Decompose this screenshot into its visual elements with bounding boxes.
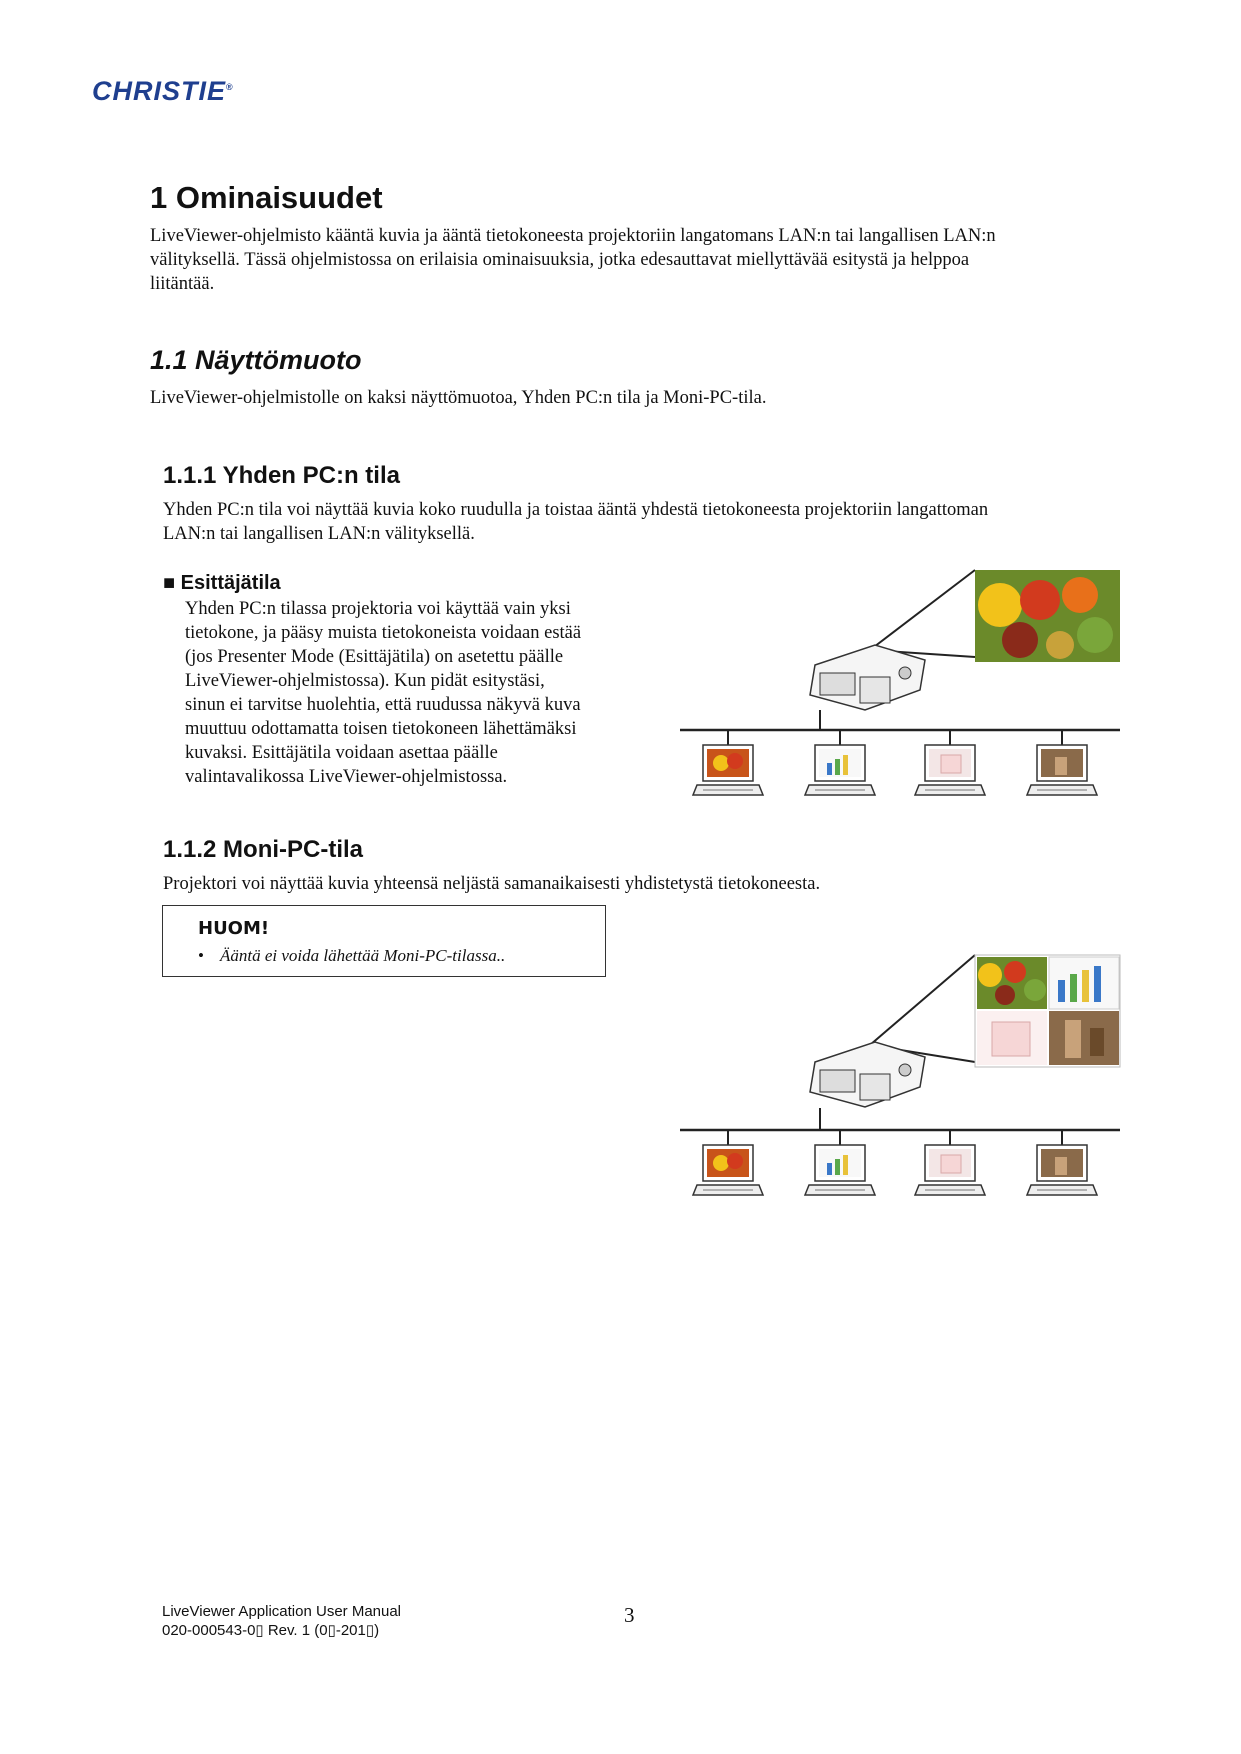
footer-info <box>162 1602 401 1640</box>
section-1-1-heading: 1.1 Näyttömuoto <box>150 345 362 375</box>
quad-screen <box>975 955 1120 1067</box>
beam-line <box>870 955 975 1045</box>
section-1-1-1-line-1: Yhden PC:n tila voi näyttää kuvia koko ruudulla ja toistaa ääntä yhdestä tietokoneesta projektoriin langattoman <box>163 500 989 520</box>
note-title: HUOM! <box>198 918 270 939</box>
presenter-line-7: kuvaksi. Esittäjätila voidaan asettaa päälle <box>185 743 498 763</box>
presenter-line-8: valintavalikossa LiveViewer-ohjelmistossa. <box>185 767 508 787</box>
section-1-line-3: liitäntää. <box>150 274 215 294</box>
presenter-line-4: LiveViewer-ohjelmistossa). Kun pidät esitystäsi, <box>185 671 545 691</box>
laptop-icon <box>805 745 875 795</box>
section-1-1-1-body <box>163 498 1163 546</box>
page-number: 3 <box>624 1603 635 1627</box>
footer-manual-title: LiveViewer Application User Manual <box>162 1603 402 1620</box>
presenter-line-3: (jos Presenter Mode (Esittäjätila) on asetettu päälle <box>185 647 564 667</box>
note-item <box>198 946 505 966</box>
laptop-icon <box>915 745 985 795</box>
note-bullet: • <box>198 946 204 965</box>
house-image <box>977 1011 1047 1065</box>
fruit-image <box>977 957 1047 1009</box>
presenter-mode-heading: ■ Esittäjätila <box>163 572 281 594</box>
presenter-line-1: Yhden PC:n tilassa projektoria voi käyttää vain yksi <box>185 599 571 619</box>
rock-image <box>1049 1011 1119 1065</box>
section-1-body <box>150 224 1150 296</box>
projector-icon <box>810 1042 925 1107</box>
projector-icon <box>810 645 925 710</box>
laptop-icon <box>693 745 763 795</box>
laptop-icon <box>805 1145 875 1195</box>
beam-line <box>870 570 975 650</box>
single-pc-diagram <box>670 565 1160 815</box>
section-1-1-2-body: Projektori voi näyttää kuvia yhteensä neljästä samanaikaisesti yhdistetystä tietokoneesta. <box>163 874 821 894</box>
section-1-1-1-line-2: LAN:n tai langallisen LAN:n välityksellä. <box>163 524 475 544</box>
section-1-line-1: LiveViewer-ohjelmisto kääntä kuvia ja ääntä tietokoneesta projektoriin langatomans LAN:n tai langallisen LAN:n <box>150 226 996 246</box>
footer-doc-number: 020-000543-0▯ Rev. 1 (0▯-201▯) <box>162 1622 380 1639</box>
presenter-line-5: sinun ei tarvitse huolehtia, että ruudussa näkyvä kuva <box>185 695 581 715</box>
laptop-icon <box>693 1145 763 1195</box>
presenter-mode-body <box>185 597 655 789</box>
section-1-heading: 1 Ominaisuudet <box>150 180 383 215</box>
fruit-image <box>975 570 1120 662</box>
section-1-1-2-heading: 1.1.2 Moni-PC-tila <box>163 836 364 863</box>
christie-logo: CHRISTIE® <box>92 76 234 106</box>
laptop-icon <box>915 1145 985 1195</box>
section-1-line-2: välityksellä. Tässä ohjelmistossa on erilaisia ominaisuuksia, jotka edesauttavat miellyttävää esitystä ja helppoa <box>150 250 970 270</box>
chart-image <box>1049 957 1119 1009</box>
section-1-1-body: LiveViewer-ohjelmistolle on kaksi näyttömuotoa, Yhden PC:n tila ja Moni-PC-tila. <box>150 388 767 408</box>
section-1-1-1-heading: 1.1.1 Yhden PC:n tila <box>163 462 400 489</box>
laptop-icon <box>1027 745 1097 795</box>
multi-pc-diagram <box>670 950 1160 1220</box>
presenter-line-6: muuttuu odottamatta toisen tietokoneen lähettämäksi <box>185 719 577 739</box>
laptop-icon <box>1027 1145 1097 1195</box>
note-item-text: Ääntä ei voida lähettää Moni-PC-tilassa.. <box>220 946 506 965</box>
presenter-line-2: tietokone, ja pääsy muista tietokoneista voidaan estää <box>185 623 582 643</box>
note-box <box>162 905 606 977</box>
